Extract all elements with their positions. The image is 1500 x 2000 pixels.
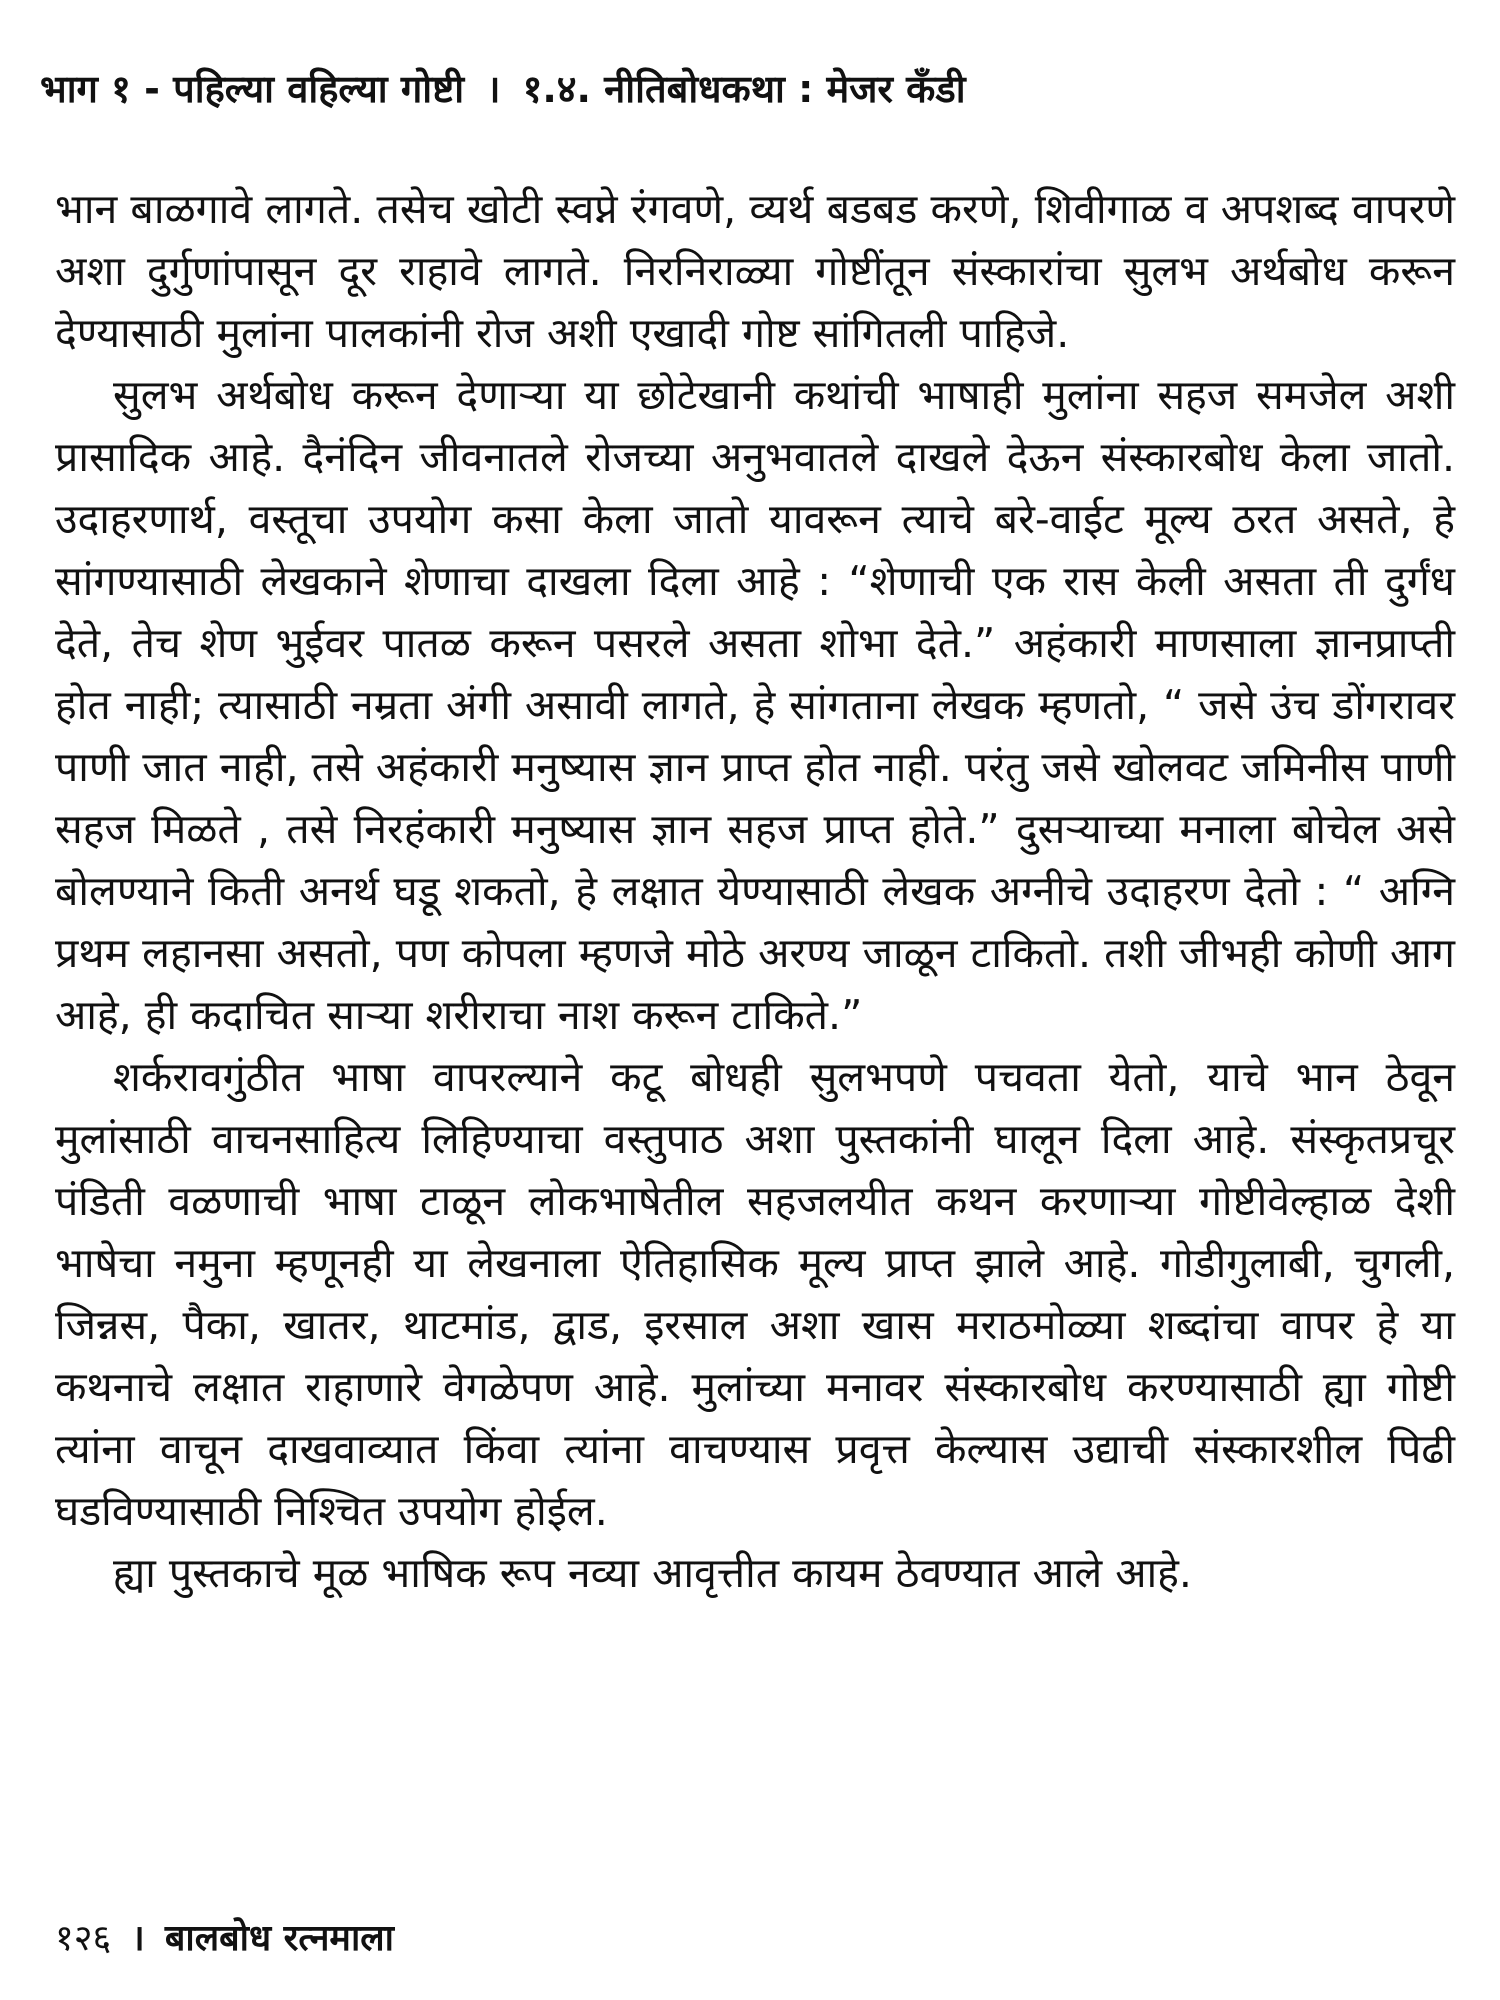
paragraph-2: सुलभ अर्थबोध करून देणाऱ्या या छोटेखानी कथांची भाषाही मुलांना सहज समजेल अशी प्रासादिक आहे. दैनंदिन जीवनातले रोजच्या अनुभवातले दाखले देऊन संस्कारबोध केला जातो. उदाहरणार्थ, वस्तूचा उपयोग कसा केला जातो यावरून त्याचे बरे-वाईट मूल्य ठरत असते, हे सांगण्यासाठी लेखकाने शेणाचा दाखला दिला आहे : “शेणाची एक रास केली असता ती दुर्गंध देते, तेच शेण भुईवर पातळ करून पसरले असता शोभा देते.” अहंकारी माणसाला ज्ञानप्राप्ती होत नाही; त्यासाठी नम्रता अंगी असावी लागते, हे सांगताना लेखक म्हणतो, “ जसे उंच डोंगरावर पाणी जात नाही, तसे अहंकारी मनुष्यास ज्ञान प्राप्त होत नाही. परंतु जसे खोलवट जमिनीस पाणी सहज मिळते , तसे निरहंकारी मनुष्यास ज्ञान सहज प्राप्त होते.” दुसऱ्याच्या मनाला बोचेल असे बोलण्याने किती अनर्थ घडू शकतो, हे लक्षात येण्यासाठी लेखक अग्नीचे उदाहरण देतो : “ अग्नि प्रथम लहानसा असतो, पण कोपला म्हणजे मोठे अरण्य जाळून टाकितो. तशी जीभही कोणी आग आहे, ही कदाचित साऱ्या शरीराचा नाश करून टाकिते.”	[55, 371, 1455, 1039]
header-chapter: १.४. नीतिबोधकथा : मेजर कँडी	[522, 67, 966, 111]
page-number: १२६	[55, 1918, 112, 1959]
header-separator: ।	[486, 67, 501, 111]
paragraph-3: शर्करावगुंठीत भाषा वापरल्याने कटू बोधही सुलभपणे पचवता येतो, याचे भान ठेवून मुलांसाठी वाचनसाहित्य लिहिण्याचा वस्तुपाठ अशा पुस्तकांनी घालून दिला आहे. संस्कृतप्रचूर पंडिती वळणाची भाषा टाळून लोकभाषेतील सहजलयीत कथन करणाऱ्या गोष्टीवेल्हाळ देशी भाषेचा नमुना म्हणूनही या लेखनाला ऐतिहासिक मूल्य प्राप्त झाले आहे. गोडीगुलाबी, चुगली, जिन्नस, पैका, खातर, थाटमांड, द्वाड, इरसाल अशा खास मराठमोळ्या शब्दांचा वापर हे या कथनाचे लक्षात राहाणारे वेगळेपण आहे. मुलांच्या मनावर संस्कारबोध करण्यासाठी ह्या गोष्टी त्यांना वाचून दाखवाव्यात किंवा त्यांना वाचण्यास प्रवृत्त केल्यास उद्याची संस्कारशील पिढी घडविण्यासाठी निश्चित उपयोग होईल.	[55, 1053, 1455, 1535]
running-footer	[55, 1912, 394, 1961]
paragraph-4: ह्या पुस्तकाचे मूळ भाषिक रूप नव्या आवृत्तीत कायम ठेवण्यात आले आहे.	[113, 1549, 1192, 1597]
header-part: भाग १ - पहिल्या वहिल्या गोष्टी	[40, 67, 465, 111]
book-title: बालबोध रत्नमाला	[164, 1918, 395, 1959]
running-header	[40, 62, 1460, 114]
paragraph-1: भान बाळगावे लागते. तसेच खोटी स्वप्ने रंगवणे, व्यर्थ बडबड करणे, शिवीगाळ व अपशब्द वापरणे अशा दुर्गुणांपासून दूर राहावे लागते. निरनिराळ्या गोष्टींतून संस्कारांचा सुलभ अर्थबोध करून देण्यासाठी मुलांना पालकांनी रोज अशी एखादी गोष्ट सांगितली पाहिजे.	[55, 185, 1455, 357]
page-body	[55, 178, 1455, 1604]
footer-separator: ।	[131, 1918, 145, 1959]
